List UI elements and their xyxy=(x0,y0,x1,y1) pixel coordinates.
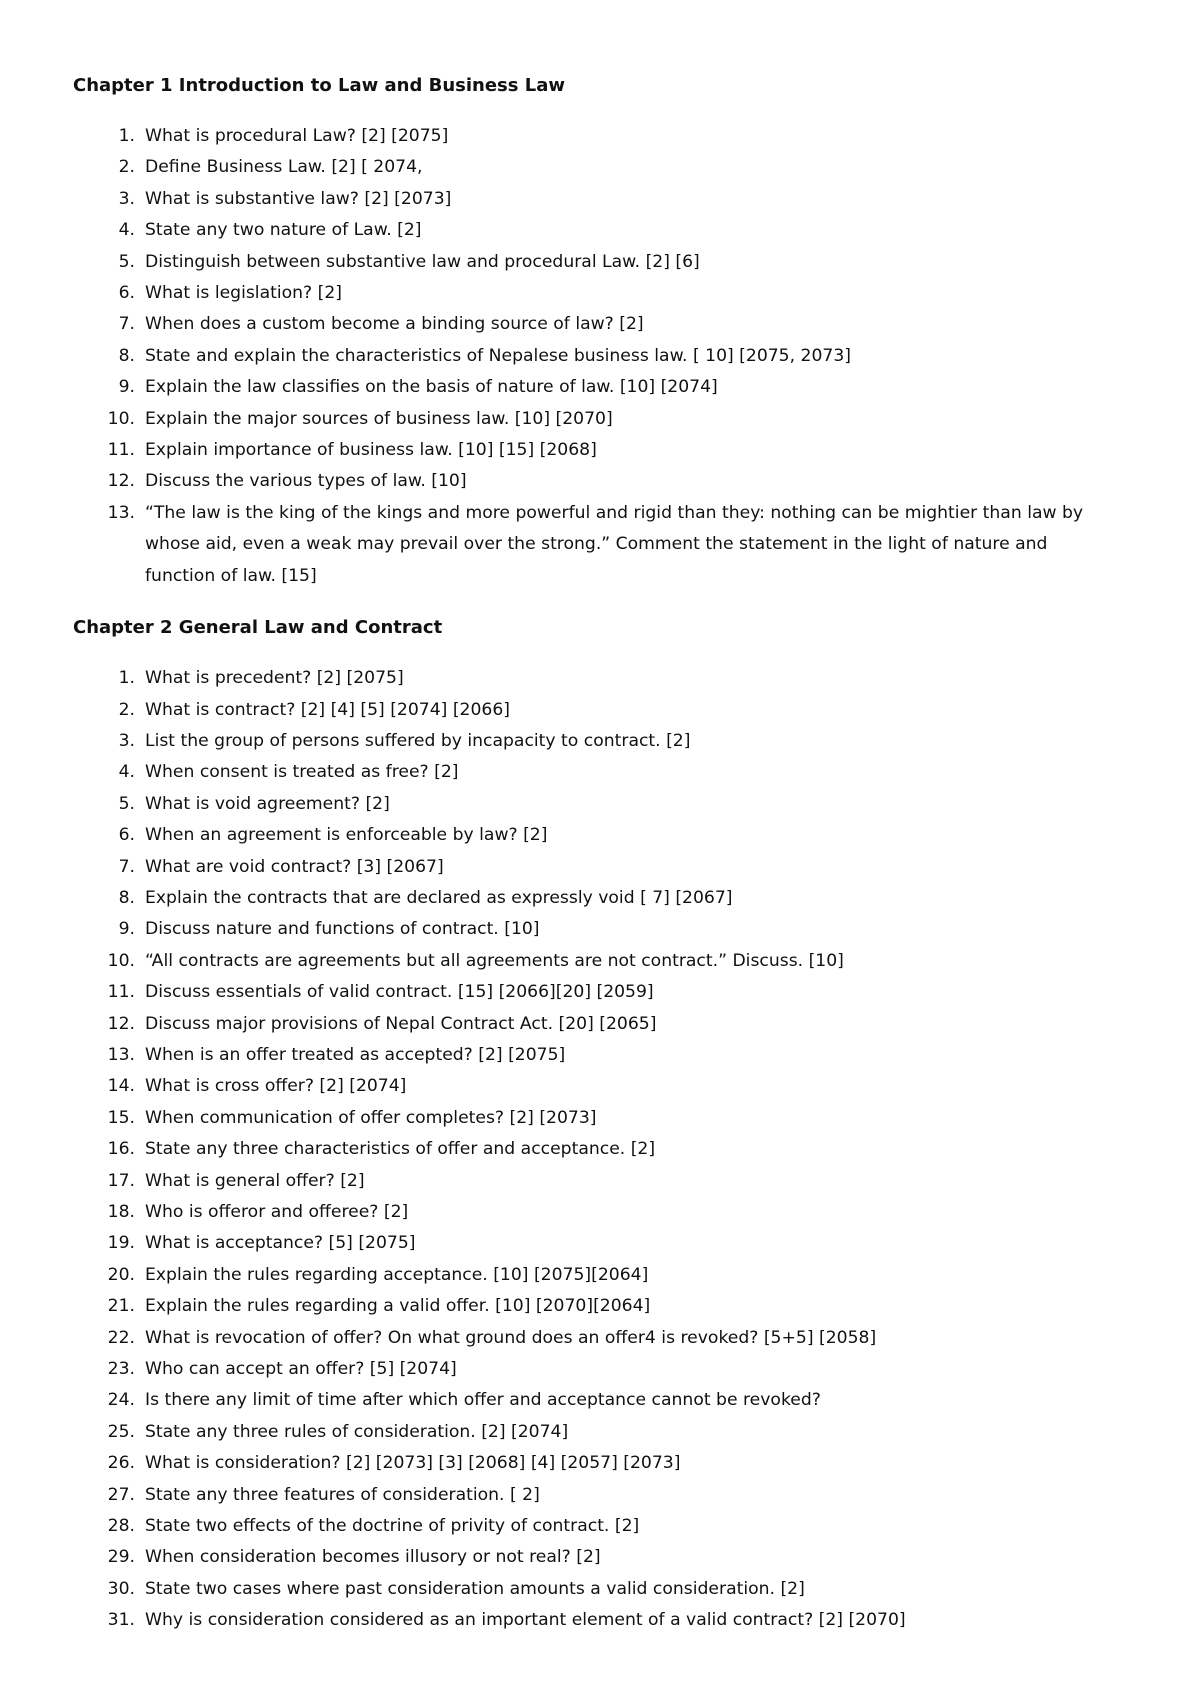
list-item xyxy=(73,1103,1110,1134)
question-number: 4. xyxy=(118,762,135,783)
question-text: Distinguish between substantive law and procedural Law. [2] [6] xyxy=(145,251,700,272)
question-text: State two effects of the doctrine of privity of contract. [2] xyxy=(145,1516,640,1537)
list-item xyxy=(73,789,1110,820)
question-text: What is consideration? [2] [2073] [3] [2068] [4] [2057] [2073] xyxy=(145,1453,681,1474)
question-text: When communication of offer completes? [2] [2073] xyxy=(145,1107,597,1128)
list-item xyxy=(73,914,1110,945)
question-number: 12. xyxy=(107,1013,135,1034)
question-text: What is substantive law? [2] [2073] xyxy=(145,188,452,209)
question-number: 25. xyxy=(107,1421,135,1442)
question-number: 21. xyxy=(107,1296,135,1317)
question-number: 5. xyxy=(118,251,135,272)
question-list xyxy=(73,121,1110,592)
question-number: 28. xyxy=(107,1516,135,1537)
question-text: Explain importance of business law. [10] [15] [2068] xyxy=(145,440,597,461)
list-item xyxy=(73,341,1110,372)
list-item xyxy=(73,1574,1110,1605)
list-item xyxy=(73,372,1110,403)
question-number: 3. xyxy=(118,188,135,209)
question-text: What is contract? [2] [4] [5] [2074] [2066] xyxy=(145,699,510,720)
question-text: Discuss major provisions of Nepal Contract Act. [20] [2065] xyxy=(145,1013,657,1034)
list-item xyxy=(73,1605,1110,1636)
question-text: Explain the rules regarding a valid offer. [10] [2070][2064] xyxy=(145,1296,651,1317)
list-item xyxy=(73,1323,1110,1354)
chapter-1 xyxy=(73,74,1110,592)
question-number: 17. xyxy=(107,1170,135,1191)
question-number: 2. xyxy=(118,699,135,720)
list-item xyxy=(73,498,1110,592)
list-item xyxy=(73,1166,1110,1197)
list-item xyxy=(73,1040,1110,1071)
list-item xyxy=(73,215,1110,246)
question-number: 30. xyxy=(107,1578,135,1599)
list-item xyxy=(73,152,1110,183)
list-item xyxy=(73,663,1110,694)
question-text: What is cross offer? [2] [2074] xyxy=(145,1076,407,1097)
question-number: 8. xyxy=(118,345,135,366)
chapter-2 xyxy=(73,616,1110,1637)
question-text: Discuss the various types of law. [10] xyxy=(145,471,467,492)
list-item xyxy=(73,466,1110,497)
list-item xyxy=(73,1448,1110,1479)
question-text: When is an offer treated as accepted? [2] [2075] xyxy=(145,1044,566,1065)
question-text: List the group of persons suffered by incapacity to contract. [2] xyxy=(145,730,691,751)
question-number: 6. xyxy=(118,825,135,846)
question-text: What is revocation of offer? On what ground does an offer4 is revoked? [5+5] [2058] xyxy=(145,1327,877,1348)
list-item xyxy=(73,404,1110,435)
list-item xyxy=(73,1197,1110,1228)
list-item xyxy=(73,852,1110,883)
question-number: 19. xyxy=(107,1233,135,1254)
question-text: State and explain the characteristics of Nepalese business law. [ 10] [2075, 2073] xyxy=(145,345,851,366)
question-number: 3. xyxy=(118,730,135,751)
list-item xyxy=(73,883,1110,914)
question-number: 31. xyxy=(107,1610,135,1631)
question-text: Who is offeror and offeree? [2] xyxy=(145,1202,409,1222)
question-text: What is general offer? [2] xyxy=(145,1170,365,1191)
chapter-heading: Chapter 1 Introduction to Law and Business Law xyxy=(73,75,565,96)
question-number: 10. xyxy=(107,408,135,429)
question-number: 13. xyxy=(107,1044,135,1065)
question-text: What is procedural Law? [2] [2075] xyxy=(145,126,449,146)
question-number: 2. xyxy=(118,157,135,178)
list-item xyxy=(73,1291,1110,1322)
question-text: Discuss essentials of valid contract. [15] [2066][20] [2059] xyxy=(145,982,654,1003)
question-text: Explain the law classifies on the basis of nature of law. [10] [2074] xyxy=(145,377,718,398)
question-number: 13. xyxy=(107,502,135,523)
question-number: 27. xyxy=(107,1484,135,1505)
list-item xyxy=(73,1480,1110,1511)
list-item xyxy=(73,946,1110,977)
list-item xyxy=(73,278,1110,309)
question-text: “The law is the king of the kings and more powerful and rigid than they: nothing can be mightier than law by whose aid, even a weak may prevail over the strong.” Comment the statement in the light of nature and function of law. [15] xyxy=(145,502,1084,586)
list-item xyxy=(73,757,1110,788)
question-text: When consent is treated as free? [2] xyxy=(145,762,459,783)
question-text: What is void agreement? [2] xyxy=(145,793,390,814)
question-number: 4. xyxy=(118,220,135,241)
question-number: 1. xyxy=(118,668,135,689)
question-text: “All contracts are agreements but all agreements are not contract.” Discuss. [10] xyxy=(145,950,844,971)
list-item xyxy=(73,1385,1110,1416)
question-number: 22. xyxy=(107,1327,135,1348)
question-number: 12. xyxy=(107,471,135,492)
question-text: State any three features of consideration. [ 2] xyxy=(145,1484,540,1505)
list-item xyxy=(73,1228,1110,1259)
question-text: State two cases where past consideration amounts a valid consideration. [2] xyxy=(145,1578,805,1599)
list-item xyxy=(73,1354,1110,1385)
question-number: 6. xyxy=(118,283,135,304)
question-number: 15. xyxy=(107,1107,135,1128)
question-text: Explain the contracts that are declared as expressly void [ 7] [2067] xyxy=(145,887,733,908)
list-item xyxy=(73,435,1110,466)
question-text: What are void contract? [3] [2067] xyxy=(145,856,444,877)
question-text: Who can accept an offer? [5] [2074] xyxy=(145,1359,457,1380)
question-text: When does a custom become a binding source of law? [2] xyxy=(145,314,644,335)
question-text: When consideration becomes illusory or not real? [2] xyxy=(145,1547,601,1568)
list-item xyxy=(73,695,1110,726)
question-text: Is there any limit of time after which offer and acceptance cannot be revoked? xyxy=(145,1390,821,1411)
list-item xyxy=(73,726,1110,757)
question-number: 7. xyxy=(118,314,135,335)
list-item xyxy=(73,1260,1110,1291)
list-item xyxy=(73,1009,1110,1040)
question-number: 18. xyxy=(107,1202,135,1222)
question-text: Explain the major sources of business law. [10] [2070] xyxy=(145,408,613,429)
list-item xyxy=(73,820,1110,851)
question-number: 1. xyxy=(118,126,135,146)
question-number: 26. xyxy=(107,1453,135,1474)
question-text: When an agreement is enforceable by law? [2] xyxy=(145,825,548,846)
question-text: What is legislation? [2] xyxy=(145,283,342,304)
question-number: 9. xyxy=(118,919,135,940)
question-number: 20. xyxy=(107,1264,135,1285)
question-list xyxy=(73,663,1110,1637)
list-item xyxy=(73,247,1110,278)
question-number: 29. xyxy=(107,1547,135,1568)
question-number: 14. xyxy=(107,1076,135,1097)
question-text: Explain the rules regarding acceptance. [10] [2075][2064] xyxy=(145,1264,649,1285)
list-item xyxy=(73,977,1110,1008)
question-text: State any three characteristics of offer and acceptance. [2] xyxy=(145,1139,656,1160)
list-item xyxy=(73,1542,1110,1573)
question-number: 5. xyxy=(118,793,135,814)
question-number: 7. xyxy=(118,856,135,877)
question-number: 24. xyxy=(107,1390,135,1411)
question-text: What is precedent? [2] [2075] xyxy=(145,668,404,689)
list-item xyxy=(73,309,1110,340)
question-number: 8. xyxy=(118,887,135,908)
list-item xyxy=(73,1071,1110,1102)
question-text: Define Business Law. [2] [ 2074, xyxy=(145,157,423,178)
list-item xyxy=(73,1417,1110,1448)
list-item xyxy=(73,1134,1110,1165)
list-item xyxy=(73,184,1110,215)
question-text: State any two nature of Law. [2] xyxy=(145,220,422,241)
question-text: What is acceptance? [5] [2075] xyxy=(145,1233,416,1254)
question-text: State any three rules of consideration. [2] [2074] xyxy=(145,1421,569,1442)
question-number: 11. xyxy=(107,440,135,461)
question-number: 23. xyxy=(107,1359,135,1380)
question-number: 9. xyxy=(118,377,135,398)
list-item xyxy=(73,1511,1110,1542)
question-text: Why is consideration considered as an important element of a valid contract? [2] [2070] xyxy=(145,1610,906,1631)
question-number: 11. xyxy=(107,982,135,1003)
chapter-heading: Chapter 2 General Law and Contract xyxy=(73,617,443,639)
question-number: 10. xyxy=(107,950,135,971)
question-number: 16. xyxy=(107,1139,135,1160)
question-text: Discuss nature and functions of contract. [10] xyxy=(145,919,540,940)
list-item xyxy=(73,121,1110,152)
